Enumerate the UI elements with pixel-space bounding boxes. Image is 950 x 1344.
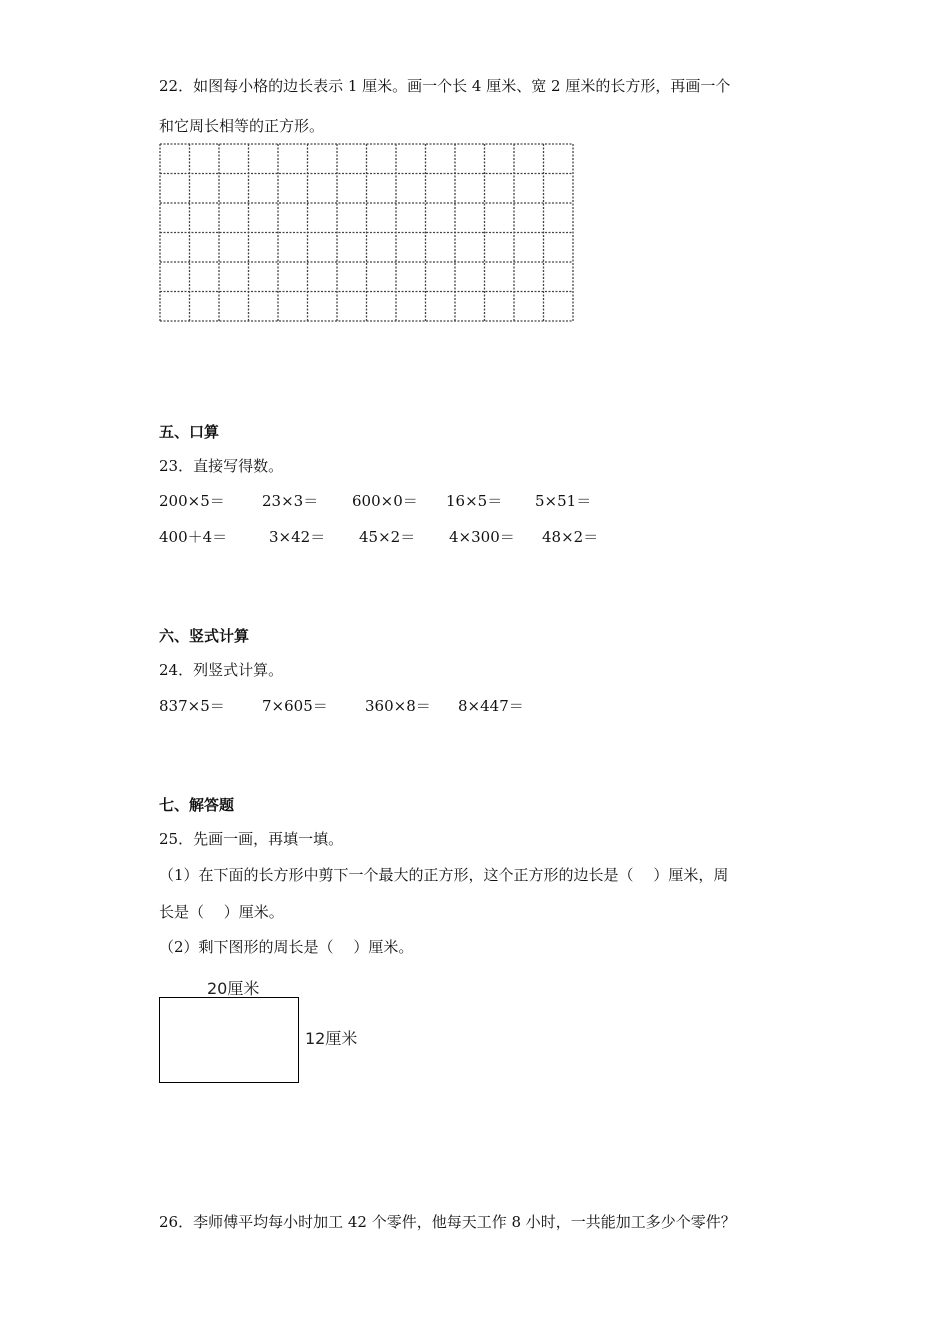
rectangle-figure [159,997,299,1083]
q22-text-line1: 22．如图每小格的边长表示 1 厘米。画一个长 4 厘米、宽 2 厘米的长方形，再画一个 [159,77,731,95]
q24-title: 24．列竖式计算。 [159,661,284,679]
rect-width-label: 20厘米 [207,979,260,998]
q25-part2: （2）剩下图形的周长是（ ）厘米。 [159,938,414,956]
q25-part1-line1: （1）在下面的长方形中剪下一个最大的正方形，这个正方形的边长是（ ）厘米，周 [159,866,729,884]
section-6-heading: 六、竖式计算 [159,627,250,645]
vertical-calc-item: 7×605＝ [262,697,328,715]
section-5-heading: 五、口算 [159,423,220,441]
oral-calc-item: 200×5＝ [159,492,225,510]
oral-calc-item: 4×300＝ [449,528,515,546]
q22-text-line2: 和它周长相等的正方形。 [159,117,325,135]
section-7-heading: 七、解答题 [159,796,235,814]
square-grid[interactable] [159,143,574,329]
vertical-calc-item: 360×8＝ [365,697,431,715]
q25-title: 25．先画一画，再填一填。 [159,830,344,848]
oral-calc-item: 23×3＝ [262,492,319,510]
oral-calc-item: 48×2＝ [542,528,599,546]
q23-title: 23．直接写得数。 [159,457,284,475]
oral-calc-item: 16×5＝ [446,492,503,510]
q25-part1-line2: 长是（ ）厘米。 [159,903,284,921]
vertical-calc-item: 8×447＝ [458,697,524,715]
oral-calc-item: 5×51＝ [535,492,592,510]
oral-calc-item: 45×2＝ [359,528,416,546]
oral-calc-item: 400＋4＝ [159,528,228,546]
oral-calc-item: 3×42＝ [269,528,326,546]
q26-text: 26．李师傅平均每小时加工 42 个零件，他每天工作 8 小时，一共能加工多少个零件？ [159,1213,736,1231]
oral-calc-item: 600×0＝ [352,492,418,510]
vertical-calc-item: 837×5＝ [159,697,225,715]
rect-height-label: 12厘米 [305,1029,358,1048]
